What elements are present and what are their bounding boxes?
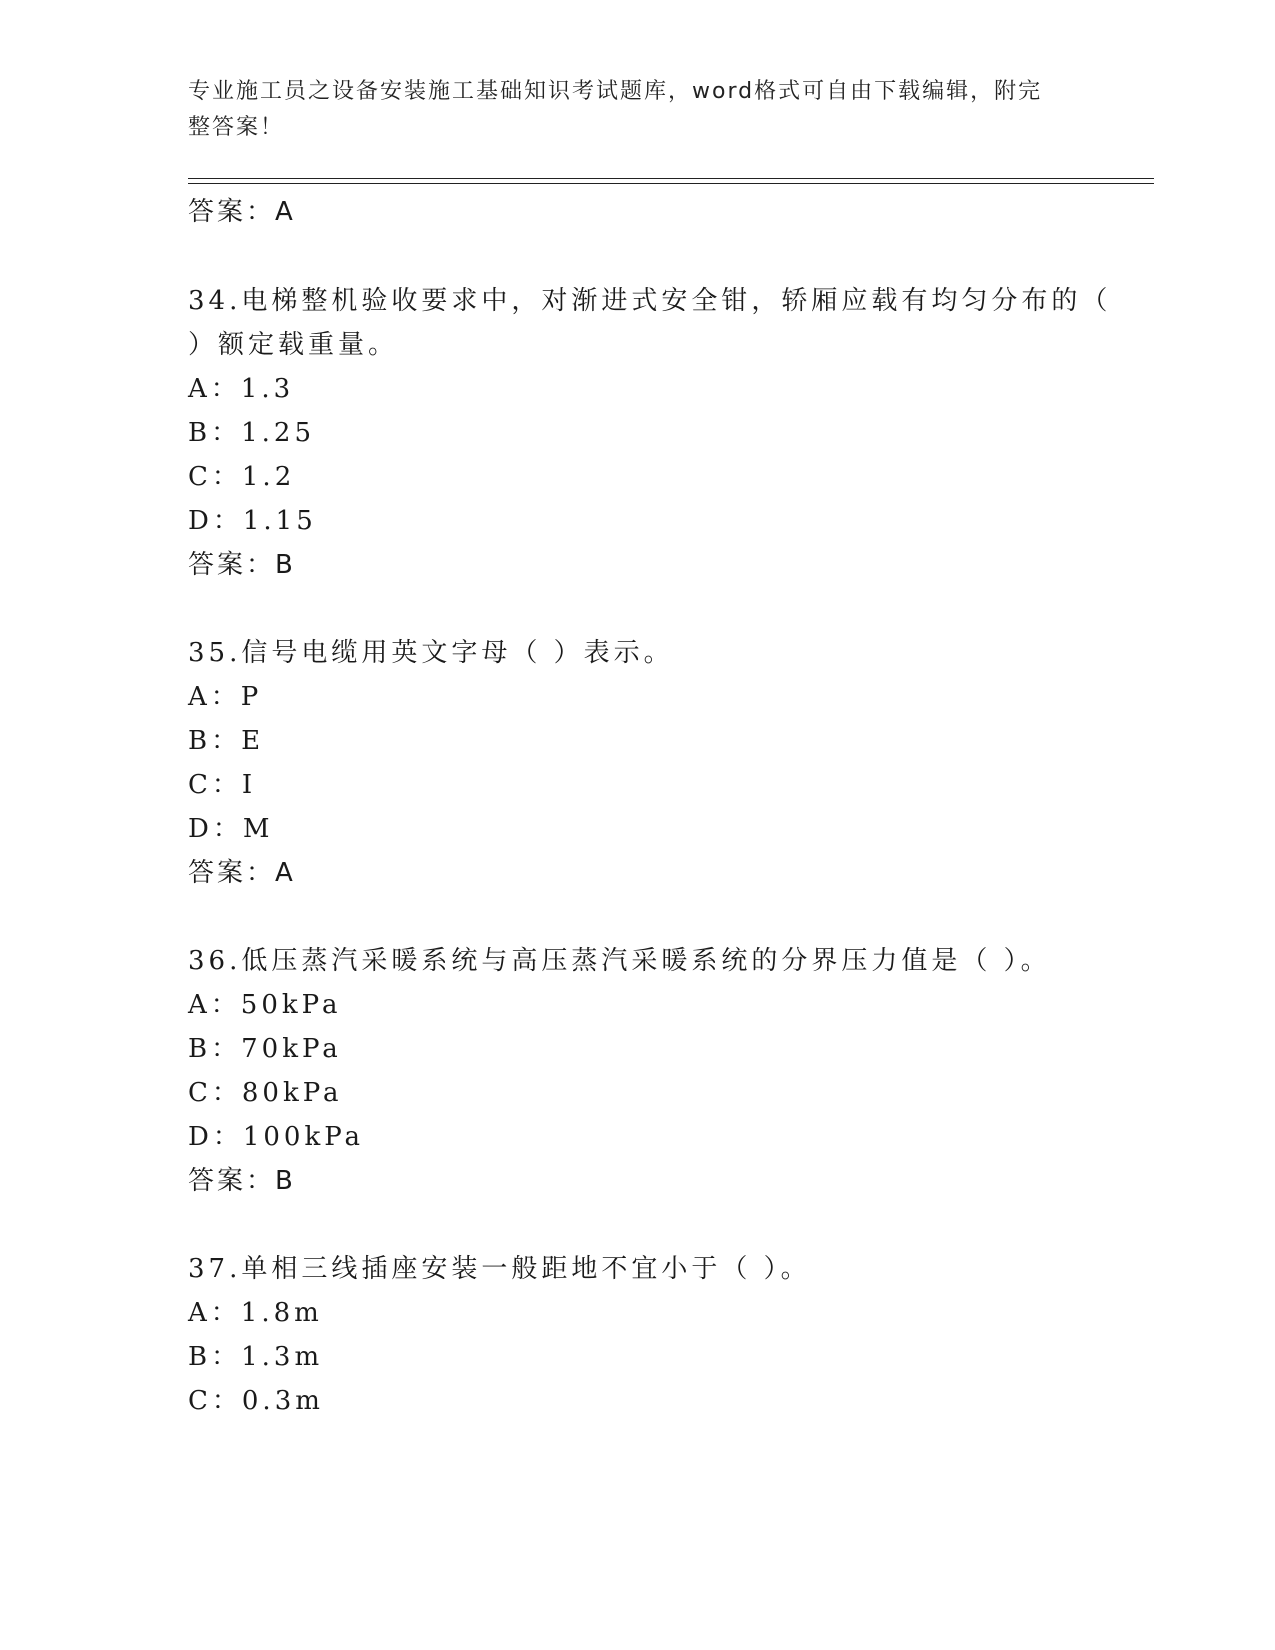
question-36-option-b: B：70kPa [188,1034,342,1064]
document-header [188,74,1068,146]
question-37-option-b: B：1.3m [188,1342,324,1372]
question-34-option-c: C：1.2 [188,462,296,492]
header-divider-top [188,178,1154,179]
question-35-stem: 35.信号电缆用英文字母（ ）表示。 [188,638,674,668]
question-35-option-d: D：M [188,814,274,844]
question-35-answer: 答案：A [188,858,296,888]
question-34-option-a: A：1.3 [188,374,295,404]
header-divider-bottom [188,183,1154,184]
question-34-answer: 答案：B [188,550,296,580]
previous-answer: 答案：A [188,197,296,227]
question-34-stem-line-1: 34.电梯整机验收要求中，对渐进式安全钳，轿厢应载有均匀分布的（ [188,286,1112,316]
question-36-stem: 36.低压蒸汽采暖系统与高压蒸汽采暖系统的分界压力值是（ ）。 [188,946,1051,976]
question-35-option-a: A：P [188,682,263,712]
question-35-option-b: B：E [188,726,265,756]
question-36-option-a: A：50kPa [188,990,342,1020]
question-34-stem-line-2: ）额定载重量。 [188,330,399,360]
header-line-1: 专业施工员之设备安装施工基础知识考试题库，word格式可自由下载编辑，附完 [188,79,1043,104]
question-36-answer: 答案：B [188,1166,296,1196]
header-line-2: 整答案！ [188,115,285,140]
question-36-option-d: D：100kPa [188,1122,365,1152]
question-37-option-c: C：0.3m [188,1386,324,1416]
question-37-stem: 37.单相三线插座安装一般距地不宜小于（ ）。 [188,1254,811,1284]
question-35-option-c: C：I [188,770,257,800]
question-34-option-d: D：1.15 [188,506,317,536]
question-36-option-c: C：80kPa [188,1078,343,1108]
question-34-option-b: B：1.25 [188,418,315,448]
question-37-option-a: A：1.8m [188,1298,323,1328]
